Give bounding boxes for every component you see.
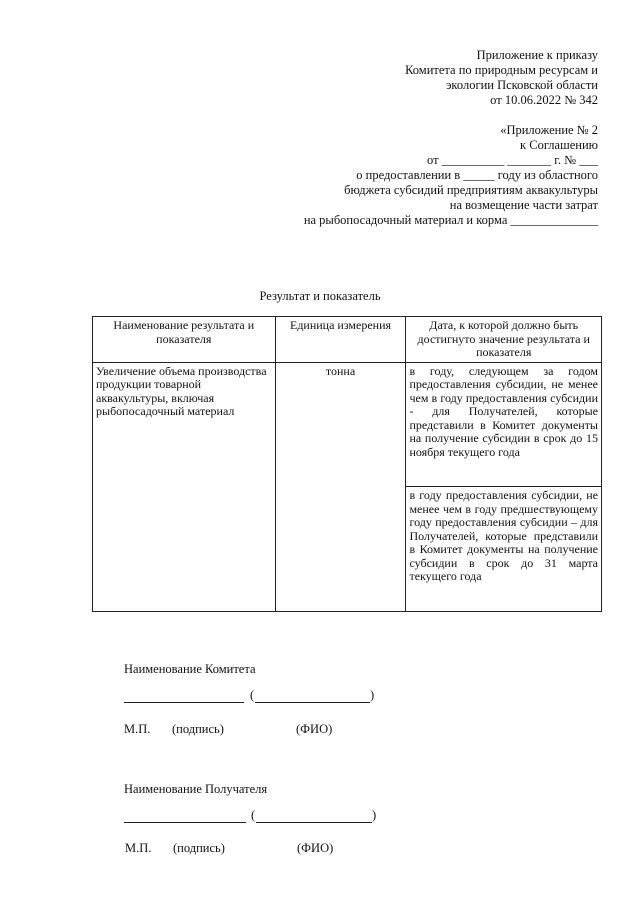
header-result-name: Наименование результата и показателя — [93, 317, 276, 363]
appendix-line-5: бюджета субсидий предприятиям аквакультуры — [344, 183, 598, 197]
appendix-line-6: на возмещение части затрат — [449, 198, 598, 212]
appendix-line-4: о предоставлении в _____ году из областного — [356, 168, 598, 182]
table-header-row — [93, 317, 602, 363]
order-line-3: экологии Псковской области — [446, 78, 598, 92]
table-row — [93, 362, 602, 487]
cell-date-2: в году предоставления субсидии, не менее чем в году предшествующему году предоставления субсидии – для Получателей, которые представили в Комитет документы на получение субсидии в срок до 31 марта текущего года — [406, 487, 602, 612]
order-line-4: от 10.06.2022 № 342 — [490, 93, 598, 107]
committee-name-label: Наименование Комитета — [124, 662, 256, 676]
committee-open-paren: ( — [250, 688, 255, 702]
appendix-line-2: к Соглашению — [520, 138, 598, 152]
order-line-1: Приложение к приказу — [476, 48, 598, 62]
committee-close-paren: ) — [370, 688, 375, 702]
committee-fio-line — [255, 702, 370, 703]
recipient-name-label: Наименование Получателя — [124, 782, 268, 796]
cell-date-1: в году, следующем за годом предоставления субсидии, не менее чем в году предоставления субсидии - для Получателей, которые представили в Комитет документы на получение субсидии в срок до 15 ноября текущего года — [406, 362, 602, 487]
cell-unit: тонна — [275, 362, 406, 611]
committee-signature-line — [124, 702, 244, 703]
committee-signature-label: (подпись) — [172, 722, 224, 736]
order-line-2: Комитета по природным ресурсам и — [405, 63, 598, 77]
recipient-signature-label: (подпись) — [173, 841, 225, 855]
recipient-signature-line — [124, 822, 246, 823]
appendix-line-1: «Приложение № 2 — [500, 123, 598, 137]
recipient-fio-line — [256, 822, 372, 823]
appendix-line-3: от __________ _______ г. № ___ — [427, 153, 598, 167]
cell-result-name: Увеличение объема производства продукции товарной аквакультуры, включая рыбопосадочный материал — [93, 362, 276, 611]
appendix-line-7: на рыбопосадочный материал и корма ______________ — [303, 213, 598, 227]
committee-fio-label: (ФИО) — [296, 722, 333, 736]
recipient-open-paren: ( — [251, 808, 256, 822]
section-title: Результат и показатель — [259, 289, 381, 303]
recipient-fio-label: (ФИО) — [297, 841, 334, 855]
recipient-stamp-label: М.П. — [125, 841, 152, 855]
committee-stamp-label: М.П. — [124, 722, 151, 736]
header-date: Дата, к которой должно быть достигнуто значение результата и показателя — [406, 317, 602, 363]
results-table — [92, 316, 602, 612]
header-unit: Единица измерения — [275, 317, 406, 363]
recipient-close-paren: ) — [372, 808, 377, 822]
